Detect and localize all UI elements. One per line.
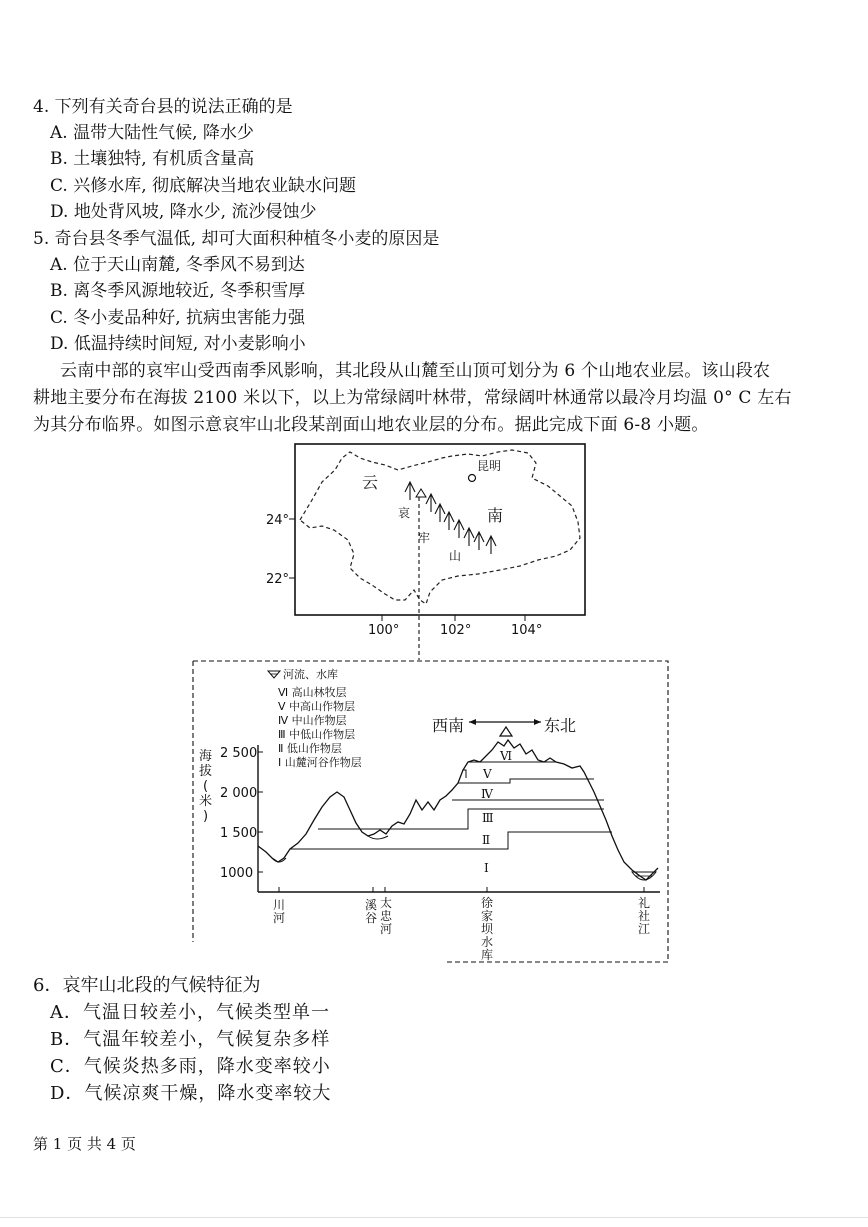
layer-label-6: Ⅵ xyxy=(500,749,513,763)
mountain-char-1: 哀 xyxy=(398,506,411,520)
place-label-char: 礼 xyxy=(638,896,651,910)
legend-layer-6: Ⅵ 高山林牧层 xyxy=(278,686,347,699)
city-label: 昆明 xyxy=(477,459,502,473)
province-boundary xyxy=(300,450,580,604)
layer-label-3: Ⅲ xyxy=(482,811,494,825)
place-label-char: 谷 xyxy=(365,911,378,925)
lon-label-102: 102° xyxy=(440,623,472,638)
lat-label-24: 24° xyxy=(266,513,290,528)
place-label-char: 坝 xyxy=(481,922,494,936)
legend-layer-4: Ⅳ 中山作物层 xyxy=(278,714,347,727)
kunming-marker xyxy=(469,475,476,482)
page-footer: 第 1 页 共 4 页 xyxy=(33,1135,136,1153)
q4-option-d: D. 地处背风坡, 降水少, 流沙侵蚀少 xyxy=(50,202,317,222)
q5-option-d: D. 低温持续时间短, 对小麦影响小 xyxy=(50,334,306,354)
ytick-1500: 1 500 xyxy=(220,826,258,841)
legend-layer-5: Ⅴ 中高山作物层 xyxy=(278,700,356,713)
place-label-char: 河 xyxy=(273,911,286,925)
yunnan-map xyxy=(266,444,585,660)
q6-stem: 6．哀牢山北段的气候特征为 xyxy=(33,975,261,996)
passage-line-3: 为其分布临界。如图示意哀牢山北段某剖面山地农业层的分布。据此完成下面 6-8 小题。 xyxy=(33,415,709,435)
place-label-char: 水 xyxy=(481,935,494,949)
layer-label-4: Ⅳ xyxy=(481,787,493,801)
q5-option-a: A. 位于天山南麓, 冬季风不易到达 xyxy=(50,255,305,275)
mountain-char-2: 牢 xyxy=(418,531,431,545)
layer-label-2: Ⅱ xyxy=(482,833,491,847)
q6-option-c: C．气候炎热多雨，降水变率较小 xyxy=(50,1056,331,1077)
place-label-char: 江 xyxy=(638,922,651,936)
figure xyxy=(0,438,868,968)
river-reservoir-icon xyxy=(268,671,280,678)
q5-option-b: B. 离冬季风源地较近, 冬季积雪厚 xyxy=(50,281,306,301)
peak-triangle-icon xyxy=(500,727,512,736)
ylabel-char: 拔 xyxy=(199,764,213,779)
ylabel-char: 米 xyxy=(199,794,213,809)
ylabel-char: ( xyxy=(203,779,209,794)
place-label-char: 太 xyxy=(380,896,393,910)
ylabel-char: ) xyxy=(203,809,209,824)
place-label-char: 社 xyxy=(638,909,651,923)
q6-option-b: B．气温年较差小，气候复杂多样 xyxy=(50,1029,331,1050)
legend-layer-1: Ⅰ 山麓河谷作物层 xyxy=(278,756,362,769)
q5-stem: 5. 奇台县冬季气温低, 却可大面积种植冬小麦的原因是 xyxy=(33,229,440,249)
mountain-char-3: 山 xyxy=(449,549,462,563)
passage-line-2: 耕地主要分布在海拔 2100 米以下，以上为常绿阔叶林带，常绿阔叶林通常以最冷月均温 0° C 左右 xyxy=(33,388,792,408)
legend-river: 河流、水库 xyxy=(283,668,338,681)
place-label-char: 徐 xyxy=(481,896,494,910)
q6-option-a: A．气温日较差小，气候类型单一 xyxy=(50,1002,330,1023)
legend-layer-2: Ⅱ 低山作物层 xyxy=(278,742,342,755)
place-label-char: 忠 xyxy=(380,909,393,923)
legend-layer-3: Ⅲ 中低山作物层 xyxy=(278,728,356,741)
place-labels xyxy=(273,895,650,962)
ytick-2000: 2 000 xyxy=(220,786,258,801)
direction-indicator xyxy=(432,716,576,736)
q4-option-a: A. 温带大陆性气候, 降水少 xyxy=(50,123,254,143)
ytick-2500: 2 500 xyxy=(220,746,258,761)
q4-option-b: B. 土壤独特, 有机质含量高 xyxy=(50,149,255,169)
layer-boundaries xyxy=(290,762,612,849)
place-label-char: 溪 xyxy=(365,898,378,912)
place-label-char: 川 xyxy=(273,898,286,912)
profile-peak-marker xyxy=(416,489,426,497)
lon-label-104: 104° xyxy=(511,623,543,638)
place-label-char: 家 xyxy=(481,909,494,923)
q4-stem: 4. 下列有关奇台县的说法正确的是 xyxy=(33,97,293,117)
lon-label-100: 100° xyxy=(368,623,400,638)
passage-line-1: 云南中部的哀牢山受西南季风影响，其北段从山麓至山顶可划分为 6 个山地农业层。该山段农 xyxy=(60,361,771,381)
profile-legend xyxy=(268,667,362,769)
profile-y-axis xyxy=(199,745,263,892)
direction-southwest: 西南 xyxy=(432,716,465,735)
q4-option-c: C. 兴修水库, 彻底解决当地农业缺水问题 xyxy=(50,176,357,196)
place-label-char: 库 xyxy=(481,948,494,962)
direction-northeast: 东北 xyxy=(544,716,577,735)
q5-option-c: C. 冬小麦品种好, 抗病虫害能力强 xyxy=(50,308,306,328)
profile-frame xyxy=(193,661,668,962)
layer-label-1: Ⅰ xyxy=(484,861,489,875)
province-char-1: 云 xyxy=(362,473,379,492)
place-label-char: 河 xyxy=(380,922,393,936)
bottom-divider xyxy=(0,1217,868,1218)
ylabel-char: 海 xyxy=(199,749,213,764)
lat-label-22: 22° xyxy=(266,572,290,587)
province-char-2: 南 xyxy=(487,506,504,525)
q6-option-d: D．气候凉爽干燥，降水变率较大 xyxy=(50,1083,332,1104)
xi-valley-basin xyxy=(368,836,388,839)
ytick-1000: 1000 xyxy=(220,866,254,881)
layer-label-5: Ⅴ xyxy=(483,767,492,781)
